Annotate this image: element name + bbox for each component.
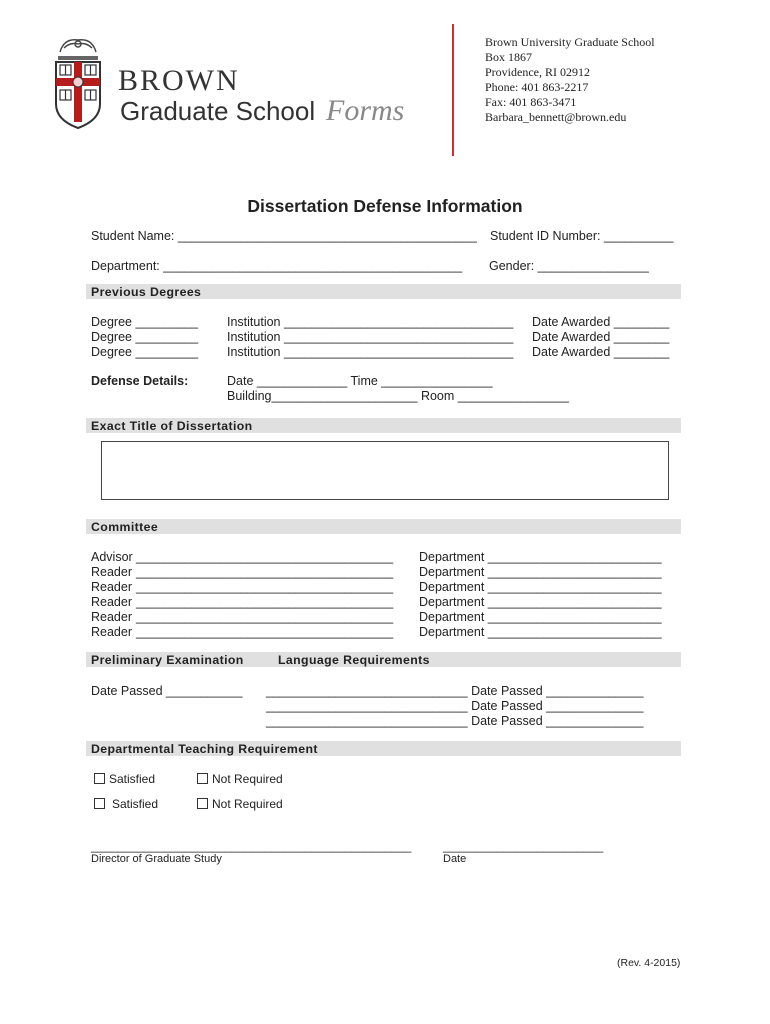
committee-role: Reader: [91, 610, 132, 624]
defense-building-room-field[interactable]: Building_____________________ Room ________________: [227, 389, 569, 403]
address-block: [485, 35, 655, 125]
brown-wordmark: BROWN: [118, 64, 240, 97]
address-line: Brown University Graduate School: [485, 35, 655, 49]
gender-field[interactable]: Gender: ________________: [489, 259, 649, 273]
committee-name-line[interactable]: _____________________________________: [136, 595, 394, 609]
satisfied-checkbox[interactable]: [94, 797, 158, 811]
not-required-checkbox[interactable]: [197, 772, 283, 786]
institution-field[interactable]: Institution _________________________________: [227, 330, 514, 344]
committee-department-field[interactable]: Department _________________________: [419, 625, 662, 639]
exact-title-heading: Exact Title of Dissertation: [91, 419, 253, 433]
not-required-checkbox[interactable]: [197, 797, 283, 811]
logo: [50, 34, 450, 134]
language-requirement-field[interactable]: _____________________________ Date Passed ______________: [266, 684, 644, 698]
department-field[interactable]: Department: ___________________________________________: [91, 259, 463, 273]
revision-note: (Rev. 4-2015): [617, 957, 681, 969]
committee-name-line[interactable]: _____________________________________: [136, 580, 394, 594]
committee-department-field[interactable]: Department _________________________: [419, 595, 662, 609]
committee-bar: [86, 519, 681, 534]
graduate-school-wordmark: Graduate School: [120, 96, 316, 126]
address-line: Providence, RI 02912: [485, 65, 590, 79]
defense-details-label: Defense Details:: [91, 374, 189, 388]
dissertation-title-box[interactable]: [101, 441, 669, 500]
committee-name-line[interactable]: _____________________________________: [136, 625, 394, 639]
previous-degrees-heading: Previous Degrees: [91, 285, 202, 299]
not-required-label: Not Required: [212, 772, 283, 786]
language-requirement-field[interactable]: _____________________________ Date Passed ______________: [266, 714, 644, 728]
address-email: Barbara_bennett@brown.edu: [485, 110, 627, 124]
committee-role: Reader: [91, 565, 132, 579]
committee-role: Reader: [91, 625, 132, 639]
address-line: Fax: 401 863-3471: [485, 95, 577, 109]
date-awarded-field[interactable]: Date Awarded ________: [532, 345, 670, 359]
degree-field[interactable]: Degree _________: [91, 330, 199, 344]
not-required-label: Not Required: [212, 797, 283, 811]
address-line: Box 1867: [485, 50, 533, 64]
committee-department-field[interactable]: Department _________________________: [419, 550, 662, 564]
satisfied-checkbox[interactable]: [94, 772, 155, 786]
satisfied-label: Satisfied: [109, 772, 156, 786]
committee-name-line[interactable]: _____________________________________: [136, 565, 394, 579]
committee-heading: Committee: [91, 520, 159, 534]
language-heading: Language Requirements: [278, 653, 430, 667]
committee-department-field[interactable]: Department _________________________: [419, 565, 662, 579]
institution-field[interactable]: Institution _________________________________: [227, 315, 514, 329]
date-awarded-field[interactable]: Date Awarded ________: [532, 330, 670, 344]
prelim-heading: Preliminary Examination: [91, 653, 244, 667]
committee-role: Reader: [91, 595, 132, 609]
checkbox-icon: [94, 798, 105, 809]
satisfied-label: Satisfied: [112, 797, 159, 811]
form-title: Dissertation Defense Information: [247, 196, 523, 216]
checkbox-icon: [94, 773, 105, 784]
signature-date-line[interactable]: ________________________: [443, 839, 604, 853]
degree-field[interactable]: Degree _________: [91, 345, 199, 359]
header-divider: [452, 24, 454, 156]
director-signature-line[interactable]: ________________________________________________: [91, 839, 412, 853]
brown-shield-icon: [50, 34, 106, 130]
date-label: Date: [443, 853, 467, 865]
committee-name-line[interactable]: _____________________________________: [136, 610, 394, 624]
checkbox-icon: [197, 798, 208, 809]
prelim-date-passed-field[interactable]: Date Passed ___________: [91, 684, 243, 698]
student-name-field[interactable]: Student Name: ___________________________________________: [91, 229, 477, 243]
committee-name-line[interactable]: _____________________________________: [136, 550, 394, 564]
committee-role: Advisor: [91, 550, 133, 564]
forms-wordmark: Forms: [326, 94, 405, 127]
language-requirement-field[interactable]: _____________________________ Date Passed ______________: [266, 699, 644, 713]
defense-date-time-field[interactable]: Date _____________ Time ________________: [227, 374, 493, 388]
checkbox-icon: [197, 773, 208, 784]
committee-department-field[interactable]: Department _________________________: [419, 580, 662, 594]
committee-department-field[interactable]: Department _________________________: [419, 610, 662, 624]
teaching-heading: Departmental Teaching Requirement: [91, 742, 318, 756]
degree-field[interactable]: Degree _________: [91, 315, 199, 329]
address-line: Phone: 401 863-2217: [485, 80, 589, 94]
institution-field[interactable]: Institution _________________________________: [227, 345, 514, 359]
director-label: Director of Graduate Study: [91, 853, 222, 865]
student-id-field[interactable]: Student ID Number: __________: [490, 229, 674, 243]
date-awarded-field[interactable]: Date Awarded ________: [532, 315, 670, 329]
committee-role: Reader: [91, 580, 132, 594]
